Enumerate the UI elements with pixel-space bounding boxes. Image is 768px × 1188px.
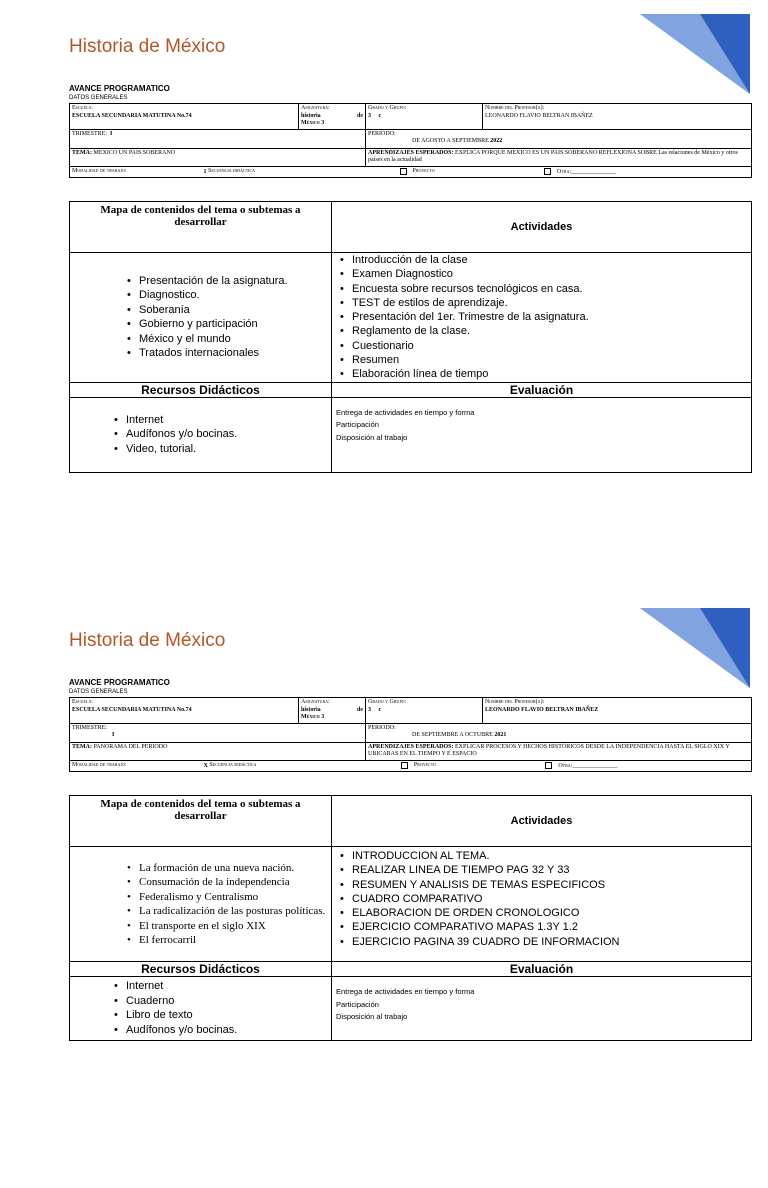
escuela-cell: Escuela: ESCUELA SECUNDARIA MATUTINA No.74 [70, 698, 299, 724]
actividades-cell [332, 253, 752, 383]
evaluacion-list [336, 986, 747, 1024]
actividad-item: • CUADRO COMPARATIVO [340, 892, 751, 906]
recurso-item: • Cuaderno [114, 994, 330, 1009]
actividad-item: • Encuesta sobre recursos tecnológicos en casa. [340, 282, 751, 296]
proyecto-checkbox[interactable] [400, 168, 407, 175]
contenido-item: • Soberanía [127, 303, 330, 318]
periodo-cell: PERIODO: DE AGOSTO A SEPTIEMBRE 2022 [366, 129, 752, 148]
datos-generales-label: DATOS GENERALES [69, 689, 128, 695]
proyecto-checkbox[interactable] [401, 762, 408, 769]
avance-heading: AVANCE PROGRAMATICO [69, 84, 170, 93]
trimestre-cell: TRIMESTRE: I [70, 723, 366, 742]
general-info-table [69, 697, 752, 772]
profesor-cell: Nombre del Profesor(a): LEONARDO FLAVIO BELTRAN IBAÑEZ [483, 104, 752, 130]
recursos-header: Recursos Didácticos [70, 382, 332, 397]
actividad-item: • REALIZAR LINEA DE TIEMPO PAG 32 Y 33 [340, 863, 751, 877]
actividad-item: • Resumen [340, 353, 751, 367]
recursos-cell [70, 977, 332, 1041]
asignatura-cell: Asignatura: historia de México 3 [299, 104, 366, 130]
actividad-item: • RESUMEN Y ANALISIS DE TEMAS ESPECIFICOS [340, 878, 751, 892]
evaluacion-header: Evaluación [332, 382, 752, 397]
contenidos-list [71, 274, 330, 361]
grado-cell: Grado y Grupo: 3 c [366, 104, 483, 130]
contenido-item: • Tratados internacionales [127, 346, 330, 361]
contenidos-list [71, 861, 330, 948]
actividad-item: • INTRODUCCION AL TEMA. [340, 849, 751, 863]
actividades-cell [332, 847, 752, 962]
contenido-item: • Consumación de la independencia [127, 875, 326, 890]
recursos-list [114, 979, 330, 1037]
contenido-item: • Diagnostico. [127, 288, 330, 303]
content-table [69, 795, 752, 1041]
escuela-cell: Escuela: ESCUELA SECUNDARIA MATUTINA No.74 [70, 104, 299, 130]
otra-checkbox[interactable] [544, 168, 551, 175]
recurso-item: • Audífonos y/o bocinas. [114, 427, 330, 442]
content-table [69, 201, 752, 473]
recursos-header: Recursos Didácticos [70, 962, 332, 977]
mapa-header: Mapa de contenidos del tema o subtemas a desarrollar [70, 202, 332, 253]
actividad-item: • Reglamento de la clase. [340, 324, 751, 338]
evaluacion-list [336, 407, 747, 445]
contenido-item: • México y el mundo [127, 332, 330, 347]
contenido-item: • Gobierno y participación [127, 317, 330, 332]
actividades-header: Actividades [332, 796, 752, 847]
page-title: Historia de México [69, 36, 226, 57]
contenido-item: • Presentación de la asignatura. [127, 274, 330, 289]
avance-heading: AVANCE PROGRAMATICO [69, 678, 170, 687]
profesor-cell: Nombre del Profesor(a): LEONARDO FLAVIO BELTRAN IBAÑEZ [483, 698, 752, 724]
actividades-list [340, 849, 751, 949]
evaluacion-item: Entrega de actividades en tiempo y forma [336, 987, 475, 996]
evaluacion-item: Participación [336, 999, 379, 1009]
actividades-header: Actividades [332, 202, 752, 253]
contenido-item: • La formación de una nueva nación. [127, 861, 326, 876]
contenido-item: • Federalismo y Centralismo [127, 890, 326, 905]
contenido-item: • El transporte en el siglo XIX [127, 919, 326, 934]
evaluacion-item: Disposición al trabajo [336, 432, 408, 442]
actividad-item: • Examen Diagnostico [340, 267, 751, 281]
actividad-item: • EJERCICIO COMPARATIVO MAPAS 1.3Y 1.2 [340, 920, 751, 934]
recursos-list [114, 413, 330, 457]
recurso-item: • Video, tutorial. [114, 442, 330, 457]
actividad-item: • Introducción de la clase [340, 253, 751, 267]
trimestre-cell: TRIMESTRE: I [70, 129, 366, 148]
evaluacion-item: Entrega de actividades en tiempo y forma [336, 407, 475, 417]
evaluacion-cell [332, 397, 752, 472]
evaluacion-header: Evaluación [332, 962, 752, 977]
document-page-2 [0, 594, 768, 1188]
actividad-item: • Cuestionario [340, 339, 751, 353]
actividades-list [340, 253, 751, 382]
aprendizajes-cell: APRENDIZAJES ESPERADOS: EXPLICAR PROCESOS Y HECHOS HISTÓRICOS DESDE LA INDEPENDENCIA HASTA EL SIGLO XIX Y UBICARAS EN EL TIEMPO Y E ESPACIO [366, 742, 752, 760]
page-title: Historia de México [69, 630, 226, 651]
corner-decoration-graphic [640, 608, 750, 688]
asignatura-cell: Asignatura: historia de México 3 [299, 698, 366, 724]
evaluacion-cell [332, 977, 752, 1041]
recurso-item: • Libro de texto [114, 1008, 330, 1023]
recurso-item: • Internet [114, 413, 330, 428]
actividad-item: • ELABORACION DE ORDEN CRONOLOGICO [340, 906, 751, 920]
aprendizajes-cell: APRENDIZAJES ESPERADOS: EXPLICA PORQUE MEXICO ES UN PAIS SOBERANO REFLEXIONA SOBRE Las relaciones de México y otros países en la actualidad [366, 148, 752, 166]
actividad-item: • EJERCICIO PAGINA 39 CUADRO DE INFORMACION [340, 935, 751, 949]
contenidos-cell [70, 847, 332, 962]
contenido-item: • La radicalización de las posturas políticas. [127, 904, 326, 919]
tema-cell: TEMA: PANORAMA DEL PERIODO [70, 742, 366, 760]
corner-decoration-graphic [640, 14, 750, 94]
evaluacion-item: Participación [336, 420, 379, 430]
actividad-item: • Elaboración línea de tiempo [340, 367, 751, 381]
periodo-cell: PERIODO: DE SEPTIEMBRE A OCTUBRE 2021 [366, 723, 752, 742]
modalidad-row: Modalidad de trabajo: 1 Secuencia didáctica Proyecto Otra:_______________ [70, 166, 752, 177]
modalidad-row: Modalidad de trabajo: X Secuencia didáctica Proyecto Otra:_______________ [70, 760, 752, 771]
general-info-table [69, 103, 752, 178]
mapa-header: Mapa de contenidos del tema o subtemas a desarrollar [70, 796, 332, 847]
datos-generales-label: DATOS GENERALES [69, 95, 128, 101]
contenidos-cell [70, 253, 332, 383]
evaluacion-item: Disposición al trabajo [336, 1012, 408, 1021]
contenido-item: • El ferrocarril [127, 933, 326, 948]
actividad-item: • Presentación del 1er. Trimestre de la asignatura. [340, 310, 751, 324]
grado-cell: Grado y Grupo: 3 c [366, 698, 483, 724]
tema-cell: TEMA: MEXICO UN PAIS SOBERANO [70, 148, 366, 166]
recurso-item: • Audífonos y/o bocinas. [114, 1023, 330, 1038]
actividad-item: • TEST de estilos de aprendizaje. [340, 296, 751, 310]
otra-checkbox[interactable] [545, 762, 552, 769]
recurso-item: • Internet [114, 979, 330, 994]
recursos-cell [70, 397, 332, 472]
